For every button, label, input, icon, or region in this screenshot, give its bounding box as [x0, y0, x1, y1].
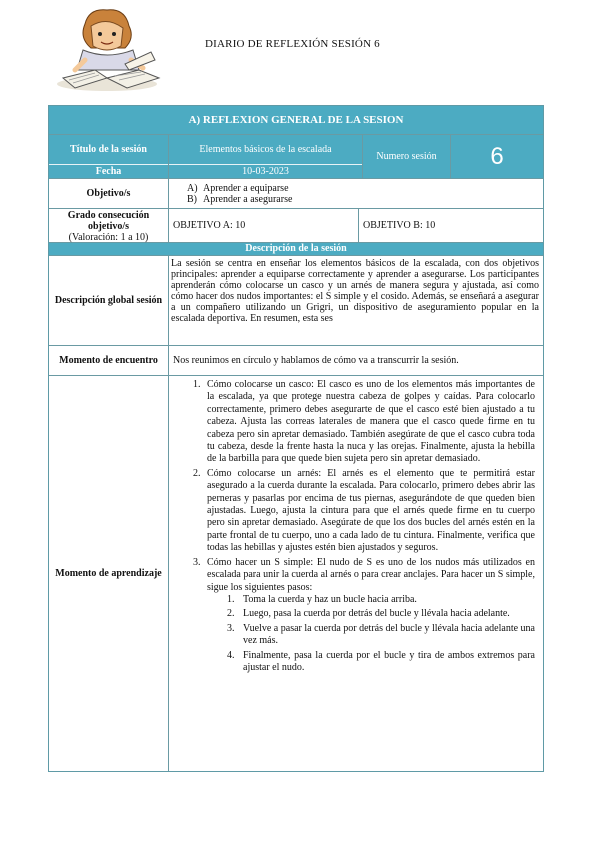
step-item: 1. Toma la cuerda y haz un bucle hacia arriba. [237, 594, 535, 606]
document-title: DIARIO DE REFLEXIÓN SESIÓN 6 [205, 38, 380, 50]
objective-b-score: OBJETIVO B: 10 [363, 220, 436, 231]
table-heading-row [49, 106, 543, 135]
global-description-text: La sesión se centra en enseñar los elementos básicos de la escalada, con dos objetivos principales: aprender a equiparse correctamente y aprender a asegurarse. Los participantes aprenderán cómo colocarse un casco y un arnés de manera segura y ajustada, así como cómo hacer dos nudos importantes: el S simple y el cosido. Además, se enseñará a asegurar a un compañero utilizando un Grigri, un dispositivo de aseguramiento popular en la escalada deportiva. En resumen, esta ses [171, 258, 539, 324]
learning-label: Momento de aprendizaje [49, 376, 169, 771]
description-heading-row [49, 243, 543, 256]
learning-item: 1. Cómo colocarse un casco: El casco es uno de los elementos más importantes de la escalada, ya que protege nuestra cabeza de golpes y caídas. Para colocarlo correctamente, primero debes asegurarte de que el casco esté bien ajustado a tu cabeza. Ajusta las correas laterales de manera que el casco quede firme en tu cabeza pero sin apretar demasiado. También asegúrate de que el casco cubra toda tu cabeza, desde la frente hasta la nuca y las orejas. Finalmente, ajusta la hebilla de la barbilla para que quede bien sujeta pero sin apretar demasiado. [203, 379, 535, 466]
encounter-row [49, 346, 543, 376]
objectives-label: Objetivo/s [49, 179, 169, 208]
date-value: 10-03-2023 [242, 165, 289, 177]
session-title-value: Elementos básicos de la escalada [169, 135, 362, 165]
session-info-row [49, 135, 543, 179]
learning-content [169, 376, 543, 771]
objective-a-score: OBJETIVO A: 10 [169, 209, 359, 242]
table-heading: A) REFLEXION GENERAL DE LA SESION [49, 106, 543, 134]
step-item: 3. Vuelve a pasar la cuerda por detrás del bucle y llévala hacia adelante una vez más. [237, 623, 535, 648]
learning-item: 2. Cómo colocarse un arnés: El arnés es el elemento que te permitirá estar asegurado a la cuerda durante la escalada. Para colocarlo, primero debes abrir las perneras y pasarlas por encima de tus piernas, asegurándote de que queden bien ajustadas. Luego, ajusta la cintura para que el arnés quede firme en tu cuerpo pero sin apretar demasiado. Asegúrate de que los dos bucles del arnés estén en la parte frontal de tu cuerpo, uno a cada lado de tu cintura. Finalmente, verifica que todas las hebillas y ajustes estén bien ajustados y seguros. [203, 468, 535, 555]
date-label: Fecha [95, 165, 122, 177]
learning-row [49, 376, 543, 771]
objectives-row [49, 179, 543, 209]
encounter-label: Momento de encuentro [49, 346, 169, 375]
session-title-label: Título de la sesión [49, 135, 168, 165]
reflection-table [48, 105, 544, 772]
step-item: 2. Luego, pasa la cuerda por detrás del bucle y llévala hacia adelante. [237, 608, 535, 620]
global-description-label: Descripción global sesión [49, 256, 169, 345]
global-description-row [49, 256, 543, 346]
step-item: 4. Finalmente, pasa la cuerda por el bucle y tira de ambos extremos para ajustar el nudo. [237, 650, 535, 675]
session-number-label: Numero sesión [363, 135, 451, 178]
description-heading: Descripción de la sesión [49, 243, 543, 255]
child-reading-books-icon [55, 4, 165, 94]
session-number-value: 6 [490, 142, 504, 170]
achievement-label: Grado consecución objetivo/s (Valoración: 1 a 10) [49, 209, 169, 242]
objective-item: A) Aprender a equiparse [187, 183, 289, 194]
learning-item: 3. Cómo hacer un S simple: El nudo de S es uno de los nudos más utilizados en escalada para unir la cuerda al arnés o para crear anclajes. Para hacer un S simple, sigue los siguientes pasos: 1. Toma la cuerda y haz un bucle hacia arriba. 2. Luego, pasa la cuerda por detrás del bucle y llévala hacia adelante. 3. Vuelve a pasar la cuerda por detrás del bucle y llévala hacia adelante una vez más. 4. Finalmente, pasa la cuerda por el bucle y tira de ambos extremos para ajustar el nudo. [203, 557, 535, 675]
objectives-list [169, 179, 543, 208]
achievement-row [49, 209, 543, 243]
objective-item: B) Aprender a asegurarse [187, 194, 293, 205]
encounter-text: Nos reunimos en círculo y hablamos de cómo va a transcurrir la sesión. [173, 355, 459, 366]
